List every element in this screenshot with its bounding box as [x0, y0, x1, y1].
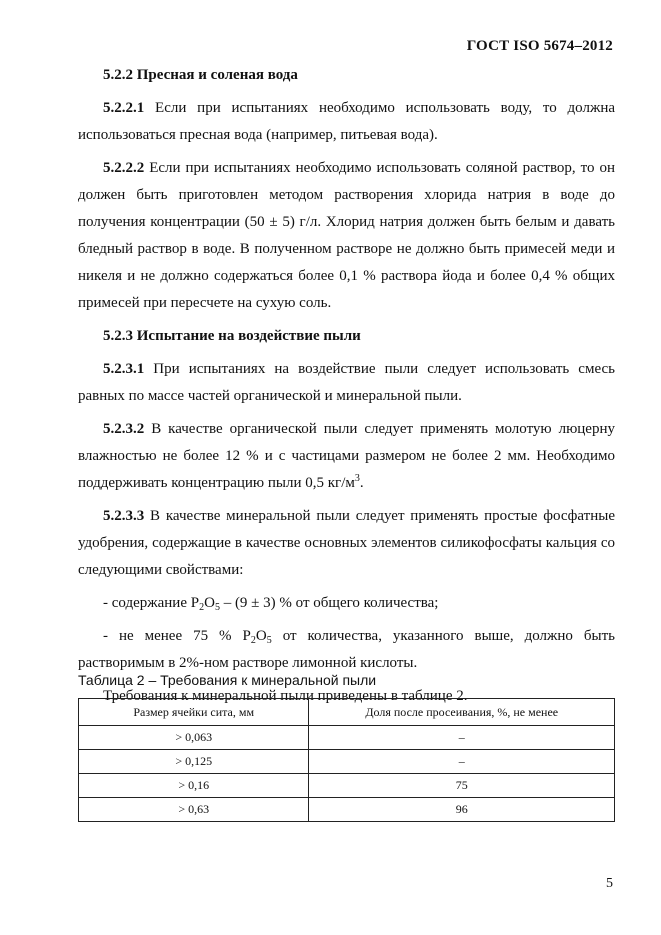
section-heading-5-2-3: 5.2.3 Испытание на воздействие пыли	[103, 328, 361, 344]
paragraph-5-2-3-3	[78, 503, 615, 584]
mesh-size-cell: > 0,063	[79, 726, 309, 750]
paragraph-5-2-3-1	[78, 356, 615, 410]
table-row	[79, 774, 615, 798]
table-row	[79, 726, 615, 750]
table-reference: Требования к минеральной пыли приведены в таблице 2.	[103, 688, 468, 704]
clause-text: В качестве минеральной пыли следует применять простые фосфатные удобрения, содержащие в качестве основных элементов силикофосфаты кальция со следующими свойствами:	[78, 508, 615, 578]
mesh-size-cell: > 0,125	[79, 750, 309, 774]
table-row	[79, 798, 615, 822]
clause-number: 5.2.3.2	[103, 421, 145, 437]
clause-number: 5.2.3.3	[103, 508, 145, 524]
fraction-cell: 75	[309, 774, 615, 798]
clause-number: 5.2.2.1	[103, 100, 145, 116]
clause-number: 5.2.2.2	[103, 160, 145, 176]
mesh-size-cell: > 0,63	[79, 798, 309, 822]
mesh-size-cell: > 0,16	[79, 774, 309, 798]
table-header-row	[79, 699, 615, 726]
list-item-p2o5-content: - содержание $P_2O_5 - (9 \pm 3)$ % от общего количества;	[103, 595, 439, 613]
clause-text: Если при испытаниях необходимо использовать воду, то должна использоваться пресная вода (например, питьевая вода).	[78, 100, 615, 143]
table-caption: Таблица 2 – Требования к минеральной пыли	[78, 672, 377, 688]
column-header-mesh-size: Размер ячейки сита, мм	[79, 699, 309, 726]
fraction-cell: 96	[309, 798, 615, 822]
paragraph-5-2-3-2	[78, 416, 615, 497]
clause-text: В качестве органической пыли следует применять молотую люцерну влажностью не более 12 % и с частицами размером не более 2 мм. Необходимо поддерживать концентрацию пыли 0,5 кг/м	[78, 421, 615, 491]
clause-text: Если при испытаниях необходимо использовать соляной раствор, то он должен быть приготовлен методом растворения хлорида натрия в воде до получения концентрации (50 ± 5) г/л. Хлорид натрия должен быть белым и давать бледный раствор в воде. В полученном растворе не должно быть примесей меди и никеля и не должно содержаться более 0,1 % раствора йода и более 0,4 % общих примесей при пересчете на сухую соль.	[78, 160, 615, 311]
clause-end: .	[359, 475, 364, 491]
mineral-dust-table	[78, 698, 615, 822]
paragraph-5-2-2-1	[78, 95, 615, 149]
paragraph-5-2-2-2	[78, 155, 615, 317]
standard-header: ГОСТ ISO 5674–2012	[466, 38, 613, 54]
list-item-p2o5-solubility: - не менее 75 % $P_2O_5$ от количества, указанного выше, должно быть растворимым в 2%-ном растворе лимонной кислоты.	[78, 628, 615, 671]
superscript-3: 3	[354, 473, 360, 484]
column-header-sieve-fraction: Доля после просеивания, %, не менее	[309, 699, 615, 726]
clause-text: При испытаниях на воздействие пыли следует использовать смесь равных по массе частей органической и минеральной пыли.	[78, 361, 615, 404]
page-number: 5	[606, 876, 613, 891]
table-row	[79, 750, 615, 774]
fraction-cell: –	[309, 726, 615, 750]
section-heading-5-2-2: 5.2.2 Пресная и соленая вода	[103, 67, 298, 83]
clause-number: 5.2.3.1	[103, 361, 145, 377]
fraction-cell: –	[309, 750, 615, 774]
document-body	[78, 62, 615, 710]
